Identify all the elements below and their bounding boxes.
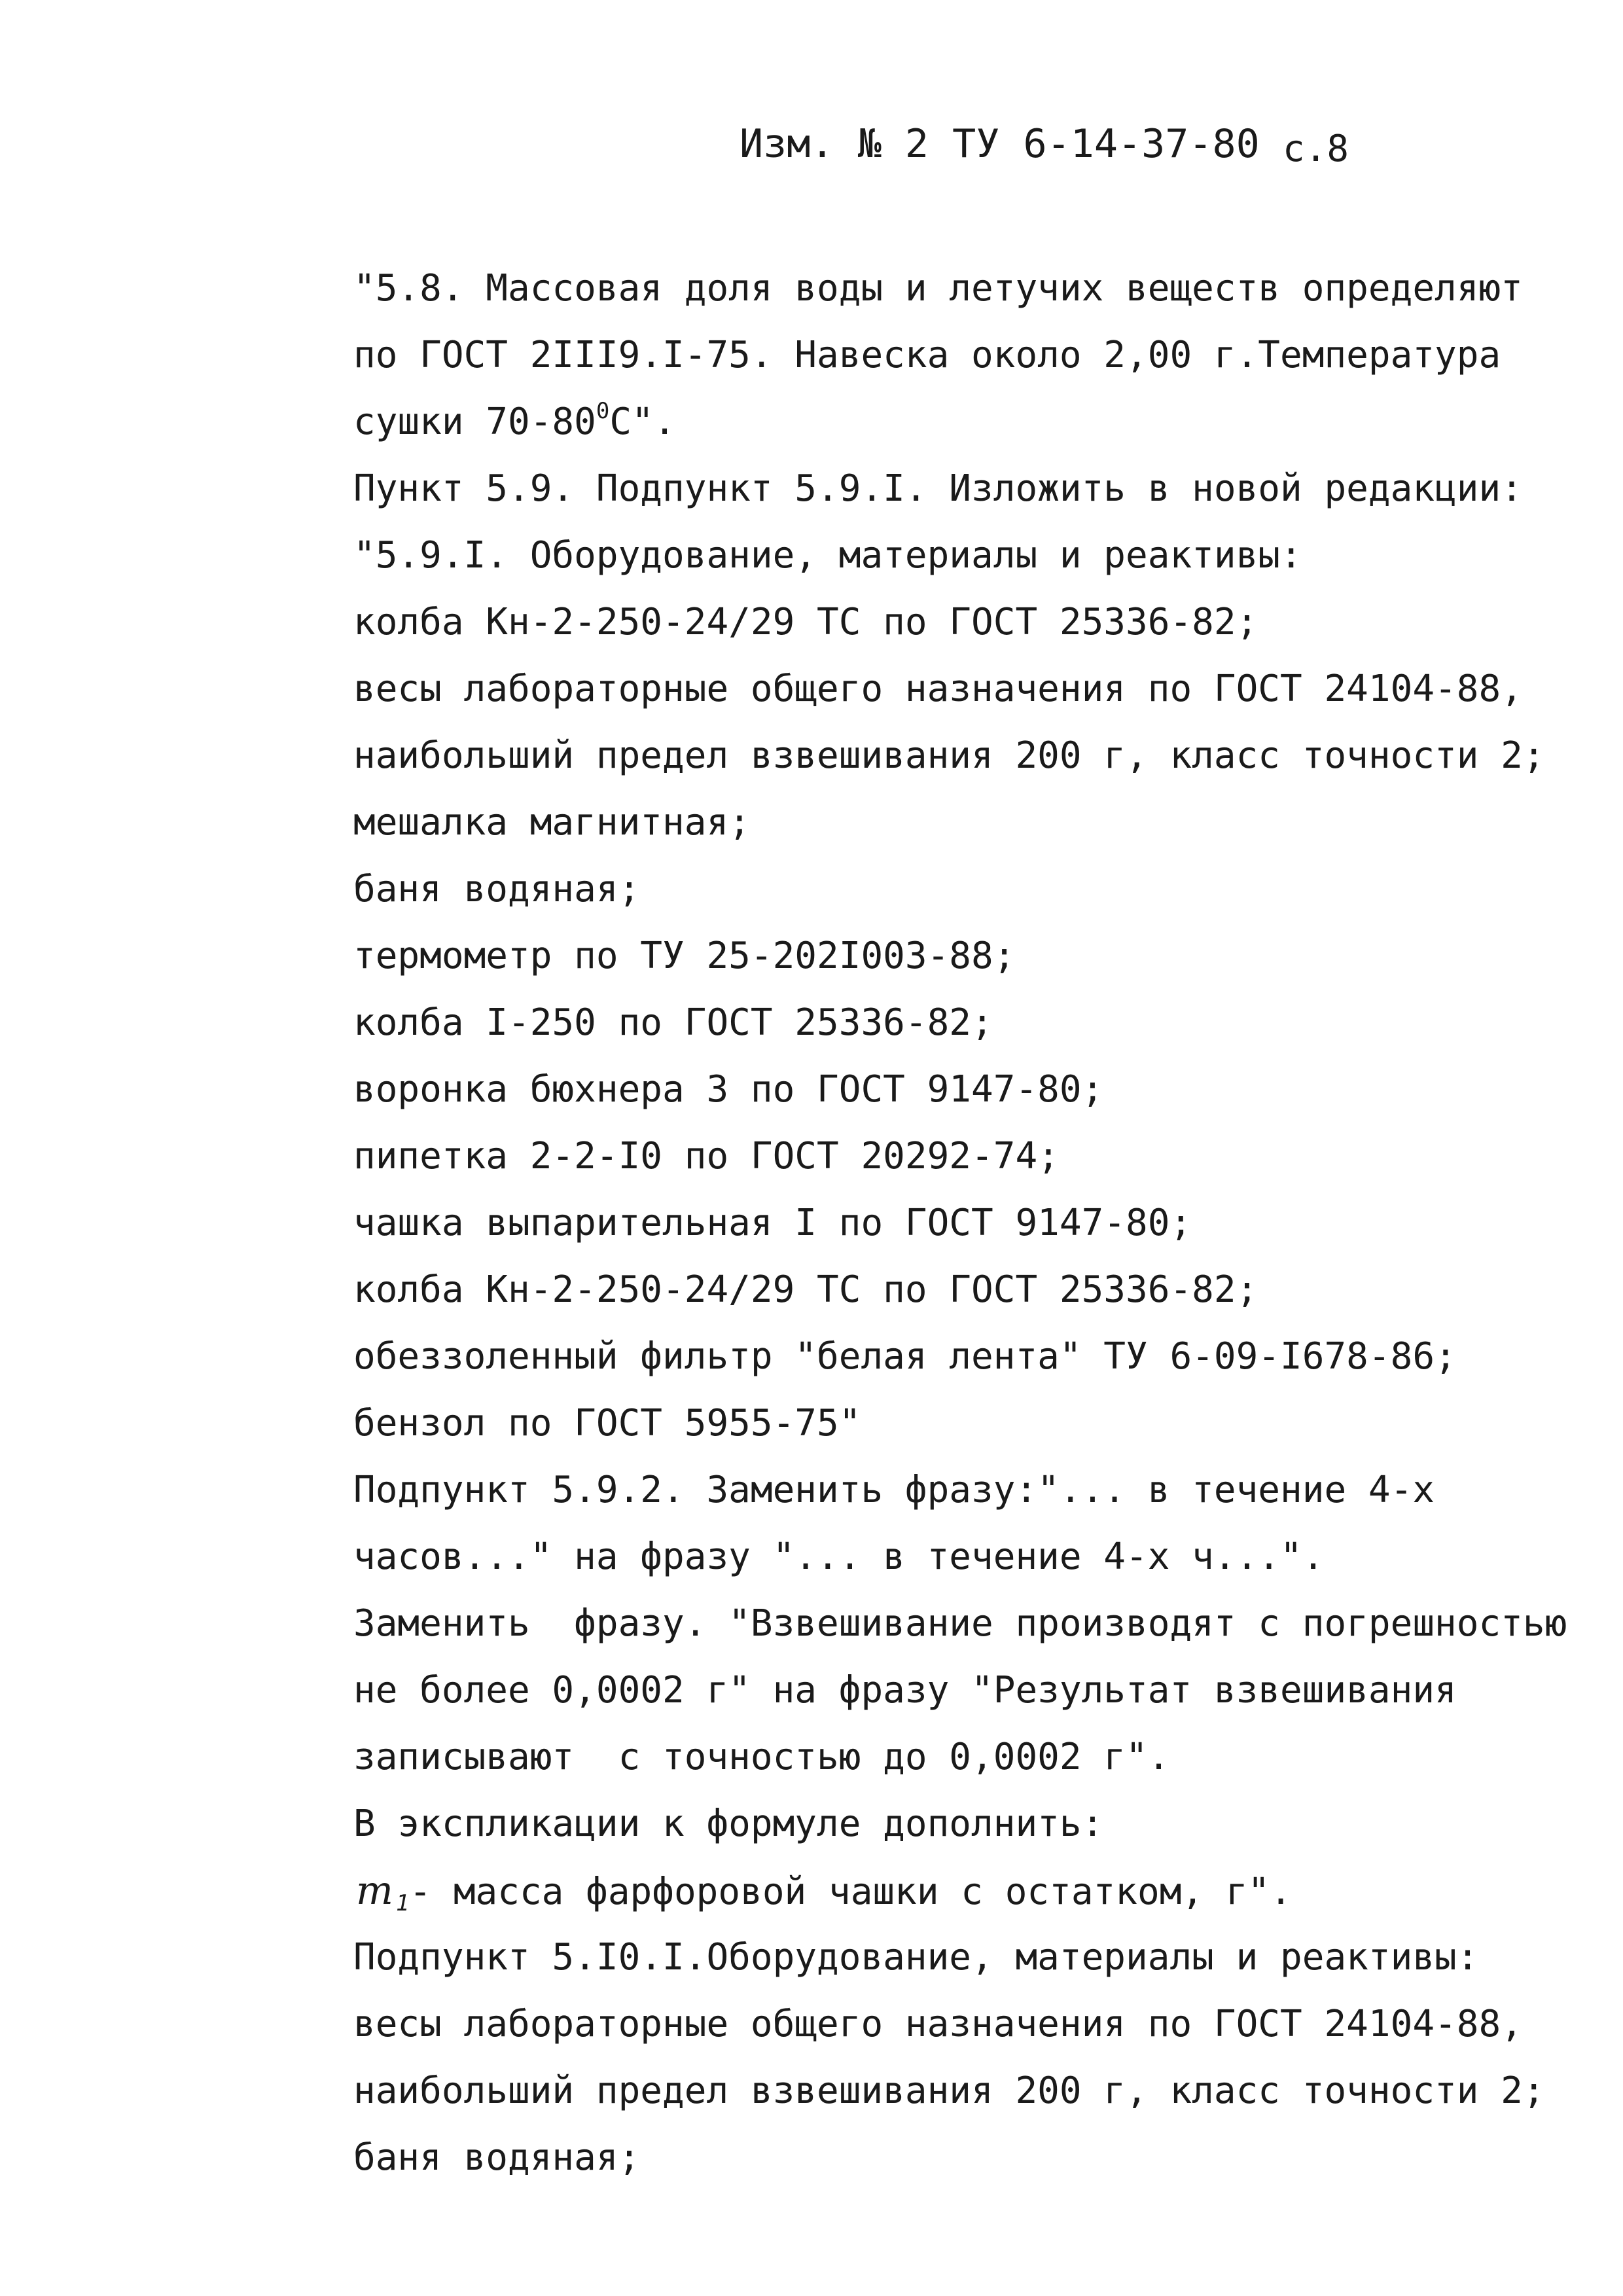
text-line: "5.8. Массовая доля воды и летучих веществ определяют [353,267,1523,310]
text-line: пипетка 2-2-I0 по ГОСТ 20292-74; [353,1135,1060,1177]
text-line: В экспликации к формуле дополнить: [353,1803,1104,1845]
text-line-formula-explication [353,1857,1584,1924]
text-line: колба Кн-2-250-24/29 ТС по ГОСТ 25336-82; [353,1268,1258,1311]
text-line: баня водяная; [353,868,641,910]
formula-symbol-m: m [356,1868,393,1914]
text-line: записывают с точностью до 0,0002 г". [353,1736,1170,1778]
text-line: обеззоленный фильтр "белая лента" ТУ 6-09-I678-86; [353,1335,1457,1378]
text-fragment: С". [609,401,676,443]
document-body [353,255,1584,2191]
text-line: баня водяная; [353,2136,641,2179]
subscript-index: 1 [395,1890,410,1916]
text-line: воронка бюхнера 3 по ГОСТ 9147-80; [353,1068,1104,1111]
text-line: термометр по ТУ 25-202I003-88; [353,935,1016,977]
page-number: с.8 [1283,128,1349,170]
text-line: наибольший предел взвешивания 200 г, класс точности 2; [353,734,1545,777]
text-fragment: сушки 70-80 [353,401,596,443]
text-line: колба Кн-2-250-24/29 ТС по ГОСТ 25336-82; [353,601,1258,643]
text-line: Заменить фразу. "Взвешивание производят с погрешностью [353,1602,1567,1645]
text-line: Подпункт 5.9.2. Заменить фразу:"... в течение 4-х [353,1469,1435,1511]
text-line: колба I-250 по ГОСТ 25336-82; [353,1001,993,1044]
text-line: весы лабораторные общего назначения по ГОСТ 24104-88, [353,668,1523,710]
text-line: Пункт 5.9. Подпункт 5.9.I. Изложить в новой редакции: [353,467,1523,510]
text-line: "5.9.I. Оборудование, материалы и реактивы: [353,534,1302,577]
superscript-degree: 0 [596,398,610,424]
text-line: по ГОСТ 2III9.I-75. Навеска около 2,00 г.Температура [353,334,1501,376]
text-line: Подпункт 5.I0.I.Оборудование, материалы и реактивы: [353,1936,1479,1979]
text-line-drying-temperature [353,389,1584,456]
text-fragment: - масса фарфоровой чашки с остатком, г". [409,1871,1292,1913]
text-line: бензол по ГОСТ 5955-75" [353,1402,861,1444]
text-line: мешалка магнитная; [353,801,751,844]
text-line: наибольший предел взвешивания 200 г, класс точности 2; [353,2070,1545,2112]
text-line: не более 0,0002 г" на фразу "Результат взвешивания [353,1669,1457,1712]
text-line: весы лабораторные общего назначения по ГОСТ 24104-88, [353,2003,1523,2045]
text-line: чашка выпарительная I по ГОСТ 9147-80; [353,1202,1192,1244]
document-header-title: Изм. № 2 ТУ 6-14-37-80 [740,121,1260,167]
text-line: часов..." на фразу "... в течение 4-х ч...". [353,1535,1325,1578]
